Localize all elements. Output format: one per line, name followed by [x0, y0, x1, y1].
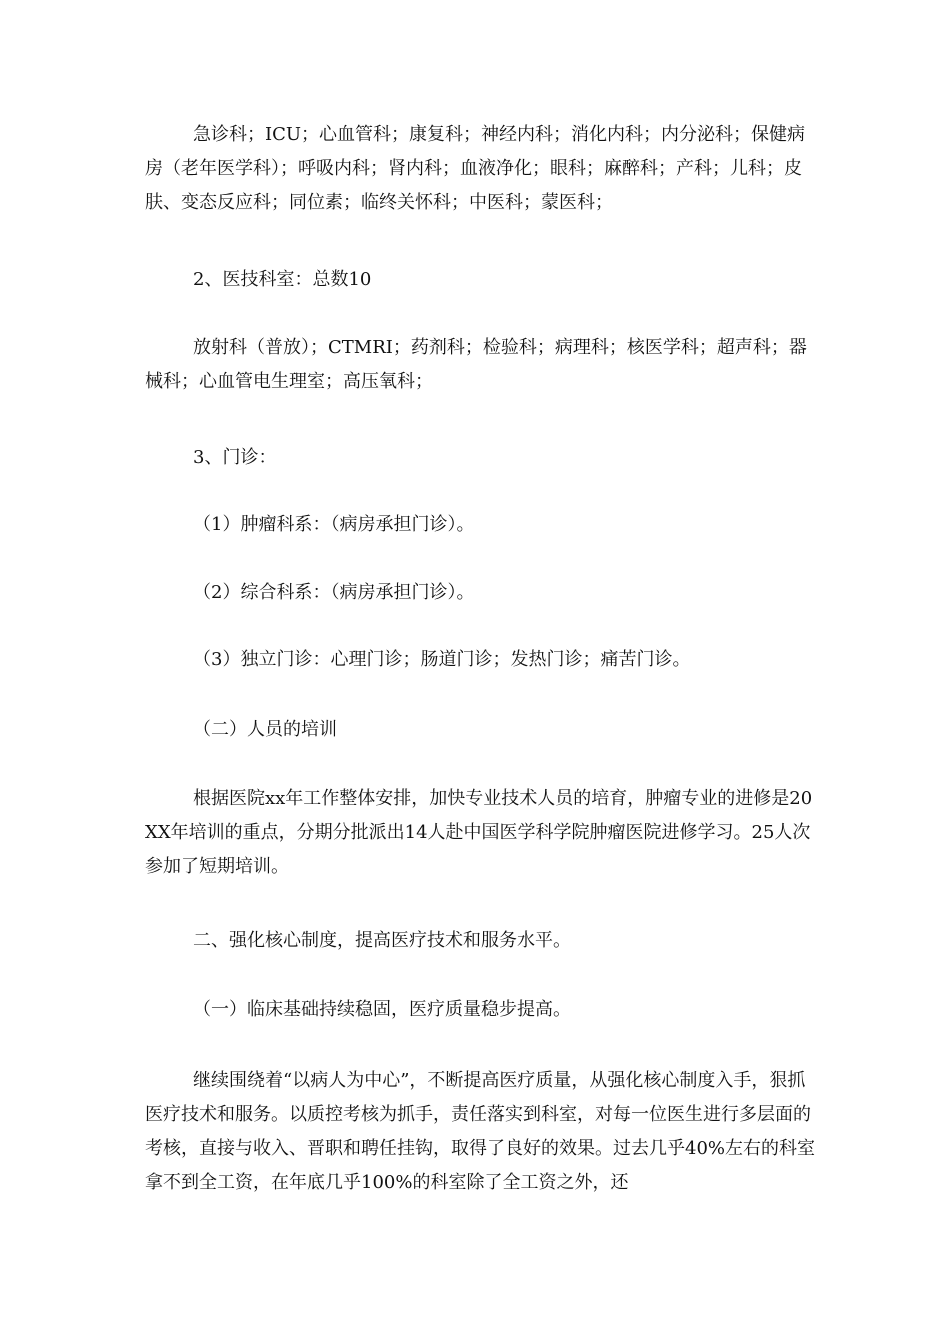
heading-staff-training: （二）人员的培训	[193, 719, 337, 740]
paragraph-quality: 继续围绕着“以病人为中心”，不断提高医疗质量，从强化核心制度入手，狠抓医疗技术和服务。以质控考核为抓手，责任落实到科室，对每一位医生进行多层面的考核，直接与收入、晋职和聘任挂钩，取得了良好的效果。过去几乎40%左右的科室拿不到全工资，在年底几乎100%的科室除了全工资之外，还	[145, 1070, 816, 1193]
heading-medical-tech-departments: 2、医技科室：总数10	[193, 269, 372, 290]
paragraph-training: 根据医院xx年工作整体安排，加快专业技术人员的培育，肿瘤专业的进修是20XX年培训的重点，分期分批派出14人赴中国医学科学院肿瘤医院进修学习。25人次参加了短期培训。	[145, 788, 813, 877]
heading-clinical-foundation: （一）临床基础持续稳固，医疗质量稳步提高。	[193, 999, 571, 1020]
heading-core-system: 二、强化核心制度，提高医疗技术和服务水平。	[193, 930, 571, 951]
item-general-system: （2）综合科系：（病房承担门诊）。	[193, 582, 475, 603]
paragraph-medical-tech-list: 放射科（普放）；CTMRI；药剂科；检验科；病理科；核医学科；超声科；器械科；心血管电生理室；高压氧科；	[145, 337, 807, 392]
item-oncology-system: （1）肿瘤科系：（病房承担门诊）。	[193, 514, 475, 535]
item-independent-clinics: （3）独立门诊：心理门诊；肠道门诊；发热门诊；痛苦门诊。	[193, 649, 691, 670]
paragraph-clinical-departments: 急诊科；ICU；心血管科；康复科；神经内科；消化内科；内分泌科；保健病房（老年医学科）；呼吸内科；肾内科；血液净化；眼科；麻醉科；产科；儿科；皮肤、变态反应科；同位素；临终关怀科；中医科；蒙医科；	[145, 124, 806, 213]
heading-outpatient: 3、门诊：	[193, 447, 277, 468]
